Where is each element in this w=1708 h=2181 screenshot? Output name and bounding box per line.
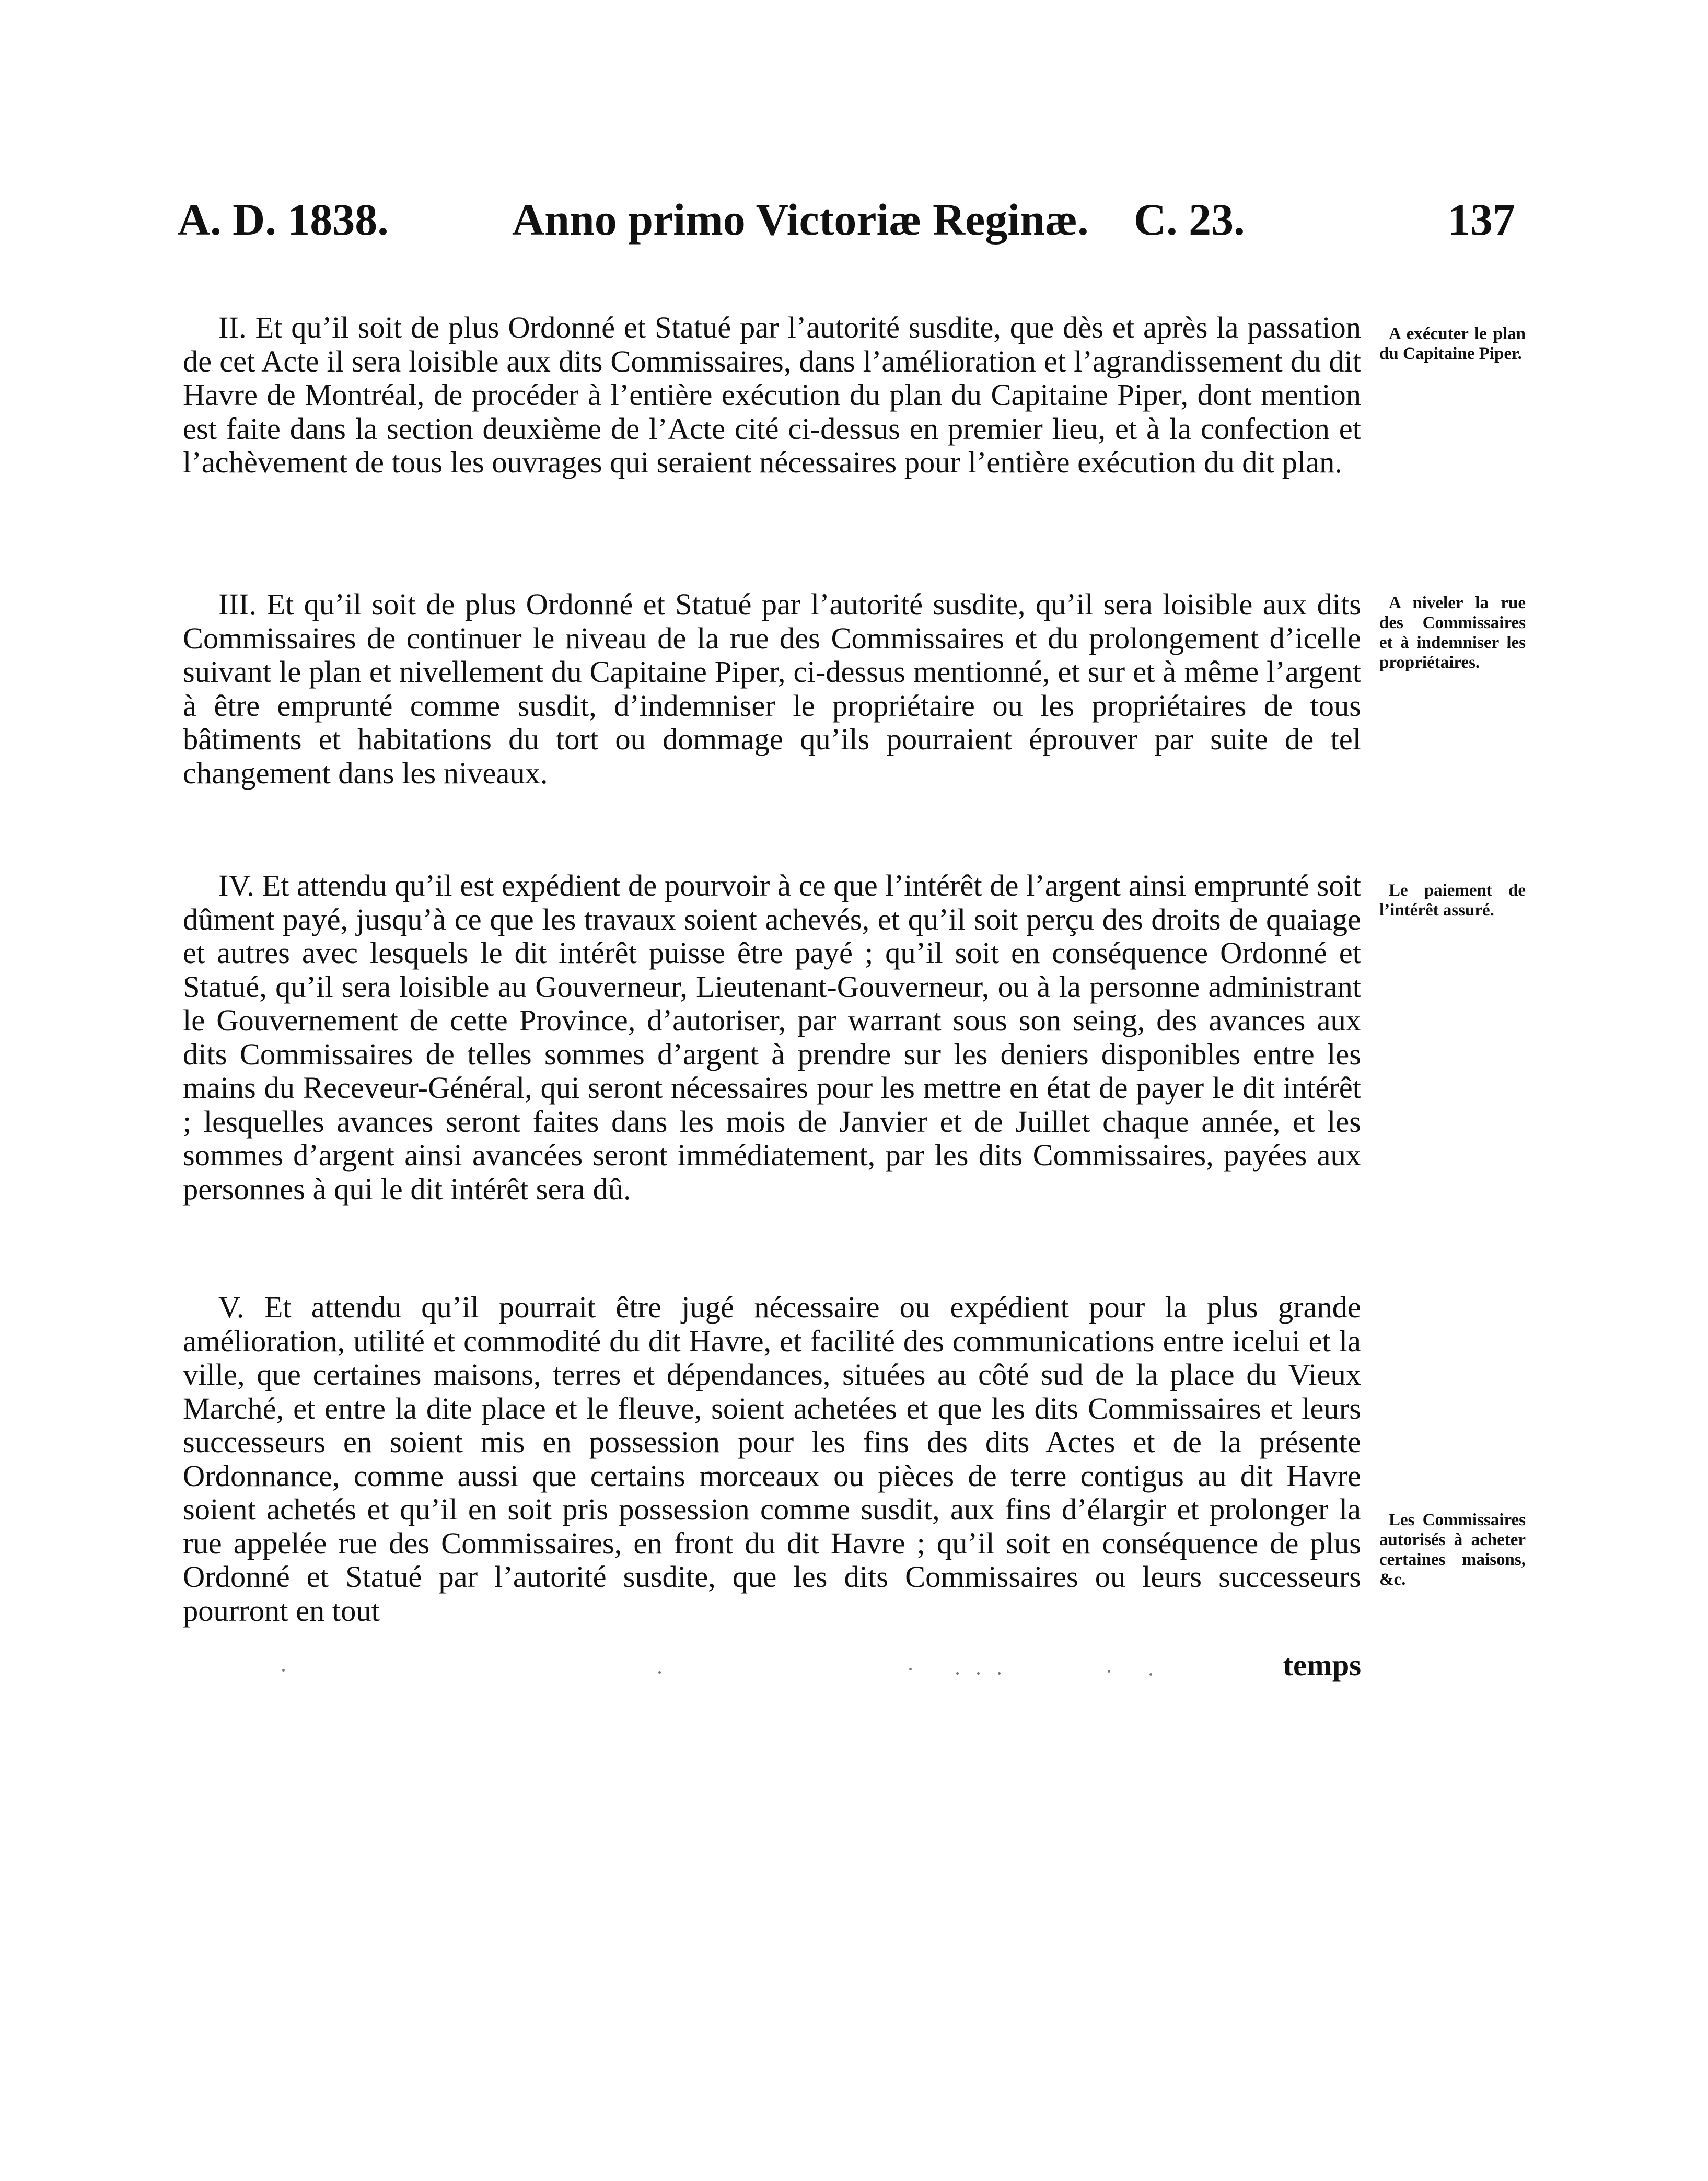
margin-note-section-ii: A exécuter le plan du Capitaine Piper.	[1379, 324, 1526, 363]
section-number: V.	[218, 1290, 245, 1324]
speck	[977, 1672, 980, 1675]
section-number: III.	[218, 587, 257, 621]
page-number: 137	[1448, 194, 1515, 245]
running-header	[178, 191, 1515, 259]
speck	[909, 1668, 912, 1670]
header-title: Anno primo Victoriæ Reginæ.	[512, 194, 1089, 245]
catchword: temps	[1283, 1648, 1361, 1682]
speck	[658, 1671, 661, 1674]
section-iii	[183, 588, 1361, 790]
section-text: Et qu’il soit de plus Ordonné et Statué par l’autorité susdite, que dès et après la passation de cet Acte il sera loisible aux dits Commissaires, dans l’amélioration et l’agrandissement du dit Havre de Montréal, de procéder à l’entière exécution du plan du Capitaine Piper, dont mention est faite dans la section deuxième de l’Acte cité ci-dessus en premier lieu, et à la confection et l’achèvement de tous les ouvrages qui seraient nécessaires pour l’entière exécution du dit plan.	[183, 310, 1361, 479]
section-text: Et attendu qu’il est expédient de pourvoir à ce que l’intérêt de l’argent ainsi emprunté soit dûment payé, jusqu’à ce que les travaux soient achevés, et qu’il soit perçu des droits de quaiage et autres avec lesquels le dit intérêt puisse être payé ; qu’il soit en conséquence Ordonné et Statué, qu’il sera loisible au Gouverneur, Lieutenant-Gouverneur, ou à la personne administrant le Gouvernement de cette Province, d’autoriser, par warrant sous son seing, des avances aux dits Commissaires de telles sommes d’argent à prendre sur les deniers disponibles entre les mains du Receveur-Général, qui seront nécessaires pour les mettre en état de payer le dit intérêt ; lesquelles avances seront faites dans les mois de Janvier et de Juillet chaque année, et les sommes d’argent ainsi avancées seront immédiatement, par les dits Commissaires, payées aux personnes à qui le dit intérêt sera dû.	[183, 868, 1361, 1206]
print-specks	[282, 1667, 1275, 1677]
header-year: A. D. 1838.	[178, 194, 389, 245]
speck	[1108, 1670, 1110, 1673]
section-text: Et attendu qu’il pourrait être jugé nécessaire ou expédient pour la plus grande amélioration, utilité et commodité du dit Havre, et facilité des communications entre icelui et la ville, que certaines maisons, terres et dépendances, situées au côté sud de la place du Vieux Marché, et entre la dite place et le fleuve, soient achetées et que les dits Commissaires et leurs successeurs en soient mis en possession pour les fins des dits Actes et de la présente Ordonnance, comme aussi que certains morceaux ou pièces de terre contigus au dit Havre soient achetés et qu’il en soit pris possession comme susdit, aux fins d’élargir et prolonger la rue appelée rue des Commissaires, en front du dit Havre ; qu’il soit en conséquence de plus Ordonné et Statué par l’autorité susdite, que les dits Commissaires ou leurs successeurs pourront en tout	[183, 1290, 1361, 1628]
speck	[998, 1672, 1001, 1675]
section-number: IV.	[218, 868, 254, 902]
margin-note-section-v: Les Commissaires autorisés à acheter certaines maisons, &c.	[1379, 1511, 1526, 1589]
speck	[956, 1672, 959, 1675]
section-iv	[183, 869, 1361, 1206]
section-v	[183, 1291, 1361, 1628]
speck	[1149, 1673, 1152, 1676]
margin-note-section-iii: A niveler la rue des Commissaires et à indemniser les propriétaires.	[1379, 594, 1526, 672]
header-chapter: C. 23.	[1134, 194, 1245, 245]
margin-note-section-iv: Le paiement de l’intérêt assuré.	[1379, 881, 1526, 920]
section-text: Et qu’il soit de plus Ordonné et Statué par l’autorité susdite, qu’il sera loisible aux dits Commissaires de continuer le niveau de la rue des Commissaires et du prolongement d’icelle suivant le plan et nivellement du Capitaine Piper, ci-dessus mentionné, et sur et à même l’argent à être emprunté comme susdit, d’indemniser le propriétaire ou les propriétaires de tous bâtiments et habitations du tort ou dommage qu’ils pourraient éprouver par suite de tel changement dans les niveaux.	[183, 587, 1361, 790]
speck	[282, 1669, 285, 1672]
section-ii	[183, 311, 1361, 480]
section-number: II.	[218, 310, 247, 344]
